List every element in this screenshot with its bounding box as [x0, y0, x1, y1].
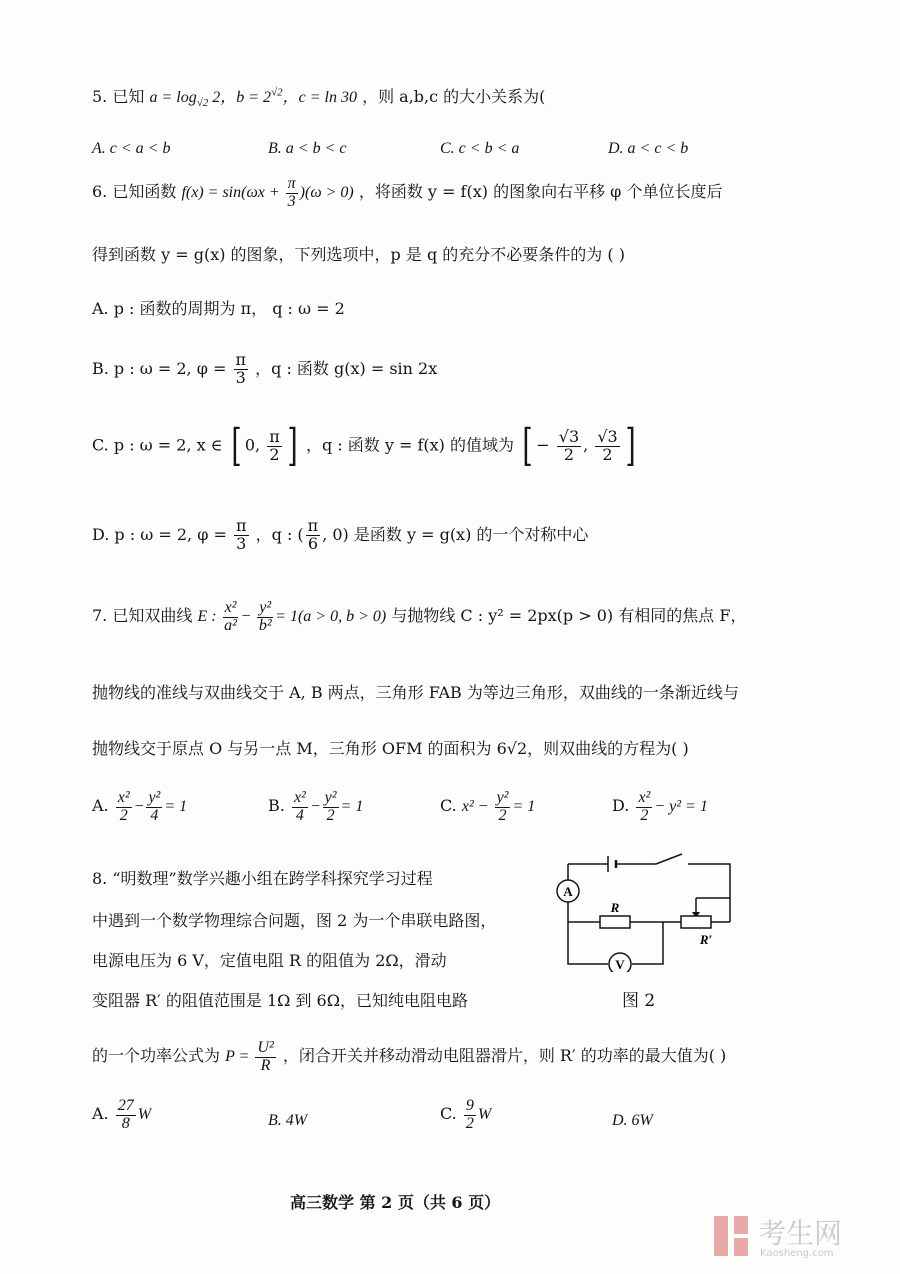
q7-stem-line1: [92, 600, 746, 635]
watermark-logo: [712, 1212, 882, 1262]
q7-option-b: B. $\frac{\text{x²}}{4}$ − $\frac{\text{y²}}{2}$ = 1: [268, 789, 364, 824]
q7-stem-lead: 7. 已知双曲线: [92, 605, 193, 625]
q6-option-d: D. p : ω = 2, φ = $\frac{\pi}{3}$ ，q : ( $\frac{\pi}{6}$ , 0) 是函数 y = g(x) 的一个对称中心: [92, 516, 589, 553]
q7-option-d-label: D.: [612, 795, 630, 815]
q5-option-d: D. a < c < b: [608, 140, 689, 157]
q8-power-formula: P = $\frac{\text{U²}}{R}$: [225, 1039, 274, 1074]
q6-option-a: A. p : 函数的周期为 π， q : ω = 2: [92, 299, 345, 318]
q6-option-b: B. p : ω = 2, φ = $\frac{\pi}{3}$ ，q : 函数 g(x) = sin 2x: [92, 350, 438, 387]
resistor-r: [600, 916, 630, 928]
q6-stem-line1: [92, 176, 722, 211]
q7-option-c: C. x² − $\frac{\text{y²}}{2}$ = 1: [440, 789, 536, 824]
q6-option-b-tail: ，q : 函数 g(x) = sin 2x: [255, 358, 438, 378]
q5-option-c: C. c < b < a: [440, 140, 520, 157]
q6-option-c-lead: C. p : ω = 2, x ∈: [92, 435, 223, 455]
watermark-logo-icon: [712, 1214, 752, 1258]
q8-option-c: C. $\frac{9}{2}$ W: [440, 1097, 492, 1132]
watermark-url: Kaosheng.com: [760, 1248, 834, 1259]
q6-stem-tail: ，将函数 y = f(x) 的图象向右平移 φ 个单位长度后: [358, 181, 723, 201]
q7-option-b-label: B.: [268, 795, 285, 815]
q8-line2: 中遇到一个数学物理综合问题，图 2 为一个串联电路图，: [92, 911, 497, 930]
q6-option-c: C. p : ω = 2, x ∈ [ 0, $\frac{\pi}{2}$ ] ，q : 函数 y = f(x) 的值域为 [ − $\frac{√3}{2}$ , $\frac{√3}{2}$ ]: [92, 420, 636, 471]
q6-option-d-lead: D. p : ω = 2, φ =: [92, 524, 227, 544]
q8-option-d: D. 6W: [612, 1112, 653, 1129]
circuit-diagram: [548, 852, 738, 972]
q6-option-b-lead: B. p : ω = 2, φ =: [92, 358, 227, 378]
q8-option-a-label: A.: [92, 1103, 109, 1123]
q5-stem-tail: ，则 a,b,c 的大小关系为(: [362, 87, 546, 106]
voltmeter-label: V: [615, 957, 625, 972]
q7-hyperbola: E : $\frac{\text{x²}}{\text{a²}}$ − $\frac{\text{y²}}{\text{b²}}$ = 1(a > 0, b > 0): [197, 599, 387, 634]
q8-line4: 变阻器 R′ 的阻值范围是 1Ω 到 6Ω，已知纯电阻电路: [92, 991, 469, 1010]
rheostat-r-prime: [681, 916, 711, 928]
q8-option-b: B. 4W: [268, 1112, 308, 1129]
q6-option-d-tail: , 0) 是函数 y = g(x) 的一个对称中心: [322, 524, 589, 544]
q5-math: $a = \log_{√2} 2$，$b = 2^{√2}$，c = ln 30: [149, 86, 357, 110]
q7-option-c-label: C.: [440, 795, 457, 815]
q5-stem: [92, 84, 545, 109]
figure-caption: 图 2: [622, 991, 656, 1011]
q5-option-b: B. a < b < c: [268, 140, 347, 157]
q8-option-a: A. $\frac{27}{8}$ W: [92, 1097, 152, 1132]
q7-stem-tail: 与抛物线 C : y² = 2px(p > 0) 有相同的焦点 F，: [391, 605, 747, 625]
q6-option-c-tail: ，q : 函数 y = f(x) 的值域为: [305, 435, 515, 455]
q8-line1: 8. “明数理”数学兴趣小组在跨学科探究学习过程: [92, 869, 433, 888]
rheostat-label: R′: [699, 932, 713, 947]
q8-line5: [92, 1040, 726, 1075]
q6-option-d-mid: ，q : (: [255, 524, 304, 544]
ammeter-label: A: [563, 884, 573, 899]
q8-line5-tail: ，闭合开关并移动滑动电阻器滑片，则 R′ 的功率的最大值为( ): [282, 1045, 727, 1065]
q7-option-a-label: A.: [92, 795, 109, 815]
resistor-label: R: [610, 900, 620, 915]
q7-option-a: A. $\frac{\text{x²}}{2}$ − $\frac{\text{y²}}{4}$ = 1: [92, 789, 188, 824]
q7-stem-line3: 抛物线交于原点 O 与另一点 M，三角形 OFM 的面积为 6√2，则双曲线的方程为( ): [92, 739, 689, 758]
q8-line3: 电源电压为 6 V，定值电阻 R 的阻值为 2Ω，滑动: [92, 951, 447, 970]
q7-stem-line2: 抛物线的准线与双曲线交于 A, B 两点，三角形 FAB 为等边三角形，双曲线的一条渐近线与: [92, 683, 739, 702]
q6-stem-line2: 得到函数 y = g(x) 的图象，下列选项中，p 是 q 的充分不必要条件的为 ( ): [92, 245, 625, 264]
q7-option-d: D. $\frac{\text{x²}}{2}$ − y² = 1: [612, 789, 708, 824]
q8-line5-lead: 的一个功率公式为: [92, 1045, 221, 1065]
q5-stem-lead: 5. 已知: [92, 87, 145, 106]
q6-stem-lead: 6. 已知函数: [92, 181, 177, 201]
q8-option-c-label: C.: [440, 1103, 457, 1123]
q6-function: f(x) = sin(ωx + $\frac{\pi}{3}$ )(ω > 0): [181, 175, 354, 210]
q5-option-a: A. c < a < b: [92, 140, 171, 157]
page-footer: 高三数学 第 2 页（共 6 页）: [290, 1193, 501, 1212]
watermark-text: 考生网: [758, 1217, 843, 1250]
